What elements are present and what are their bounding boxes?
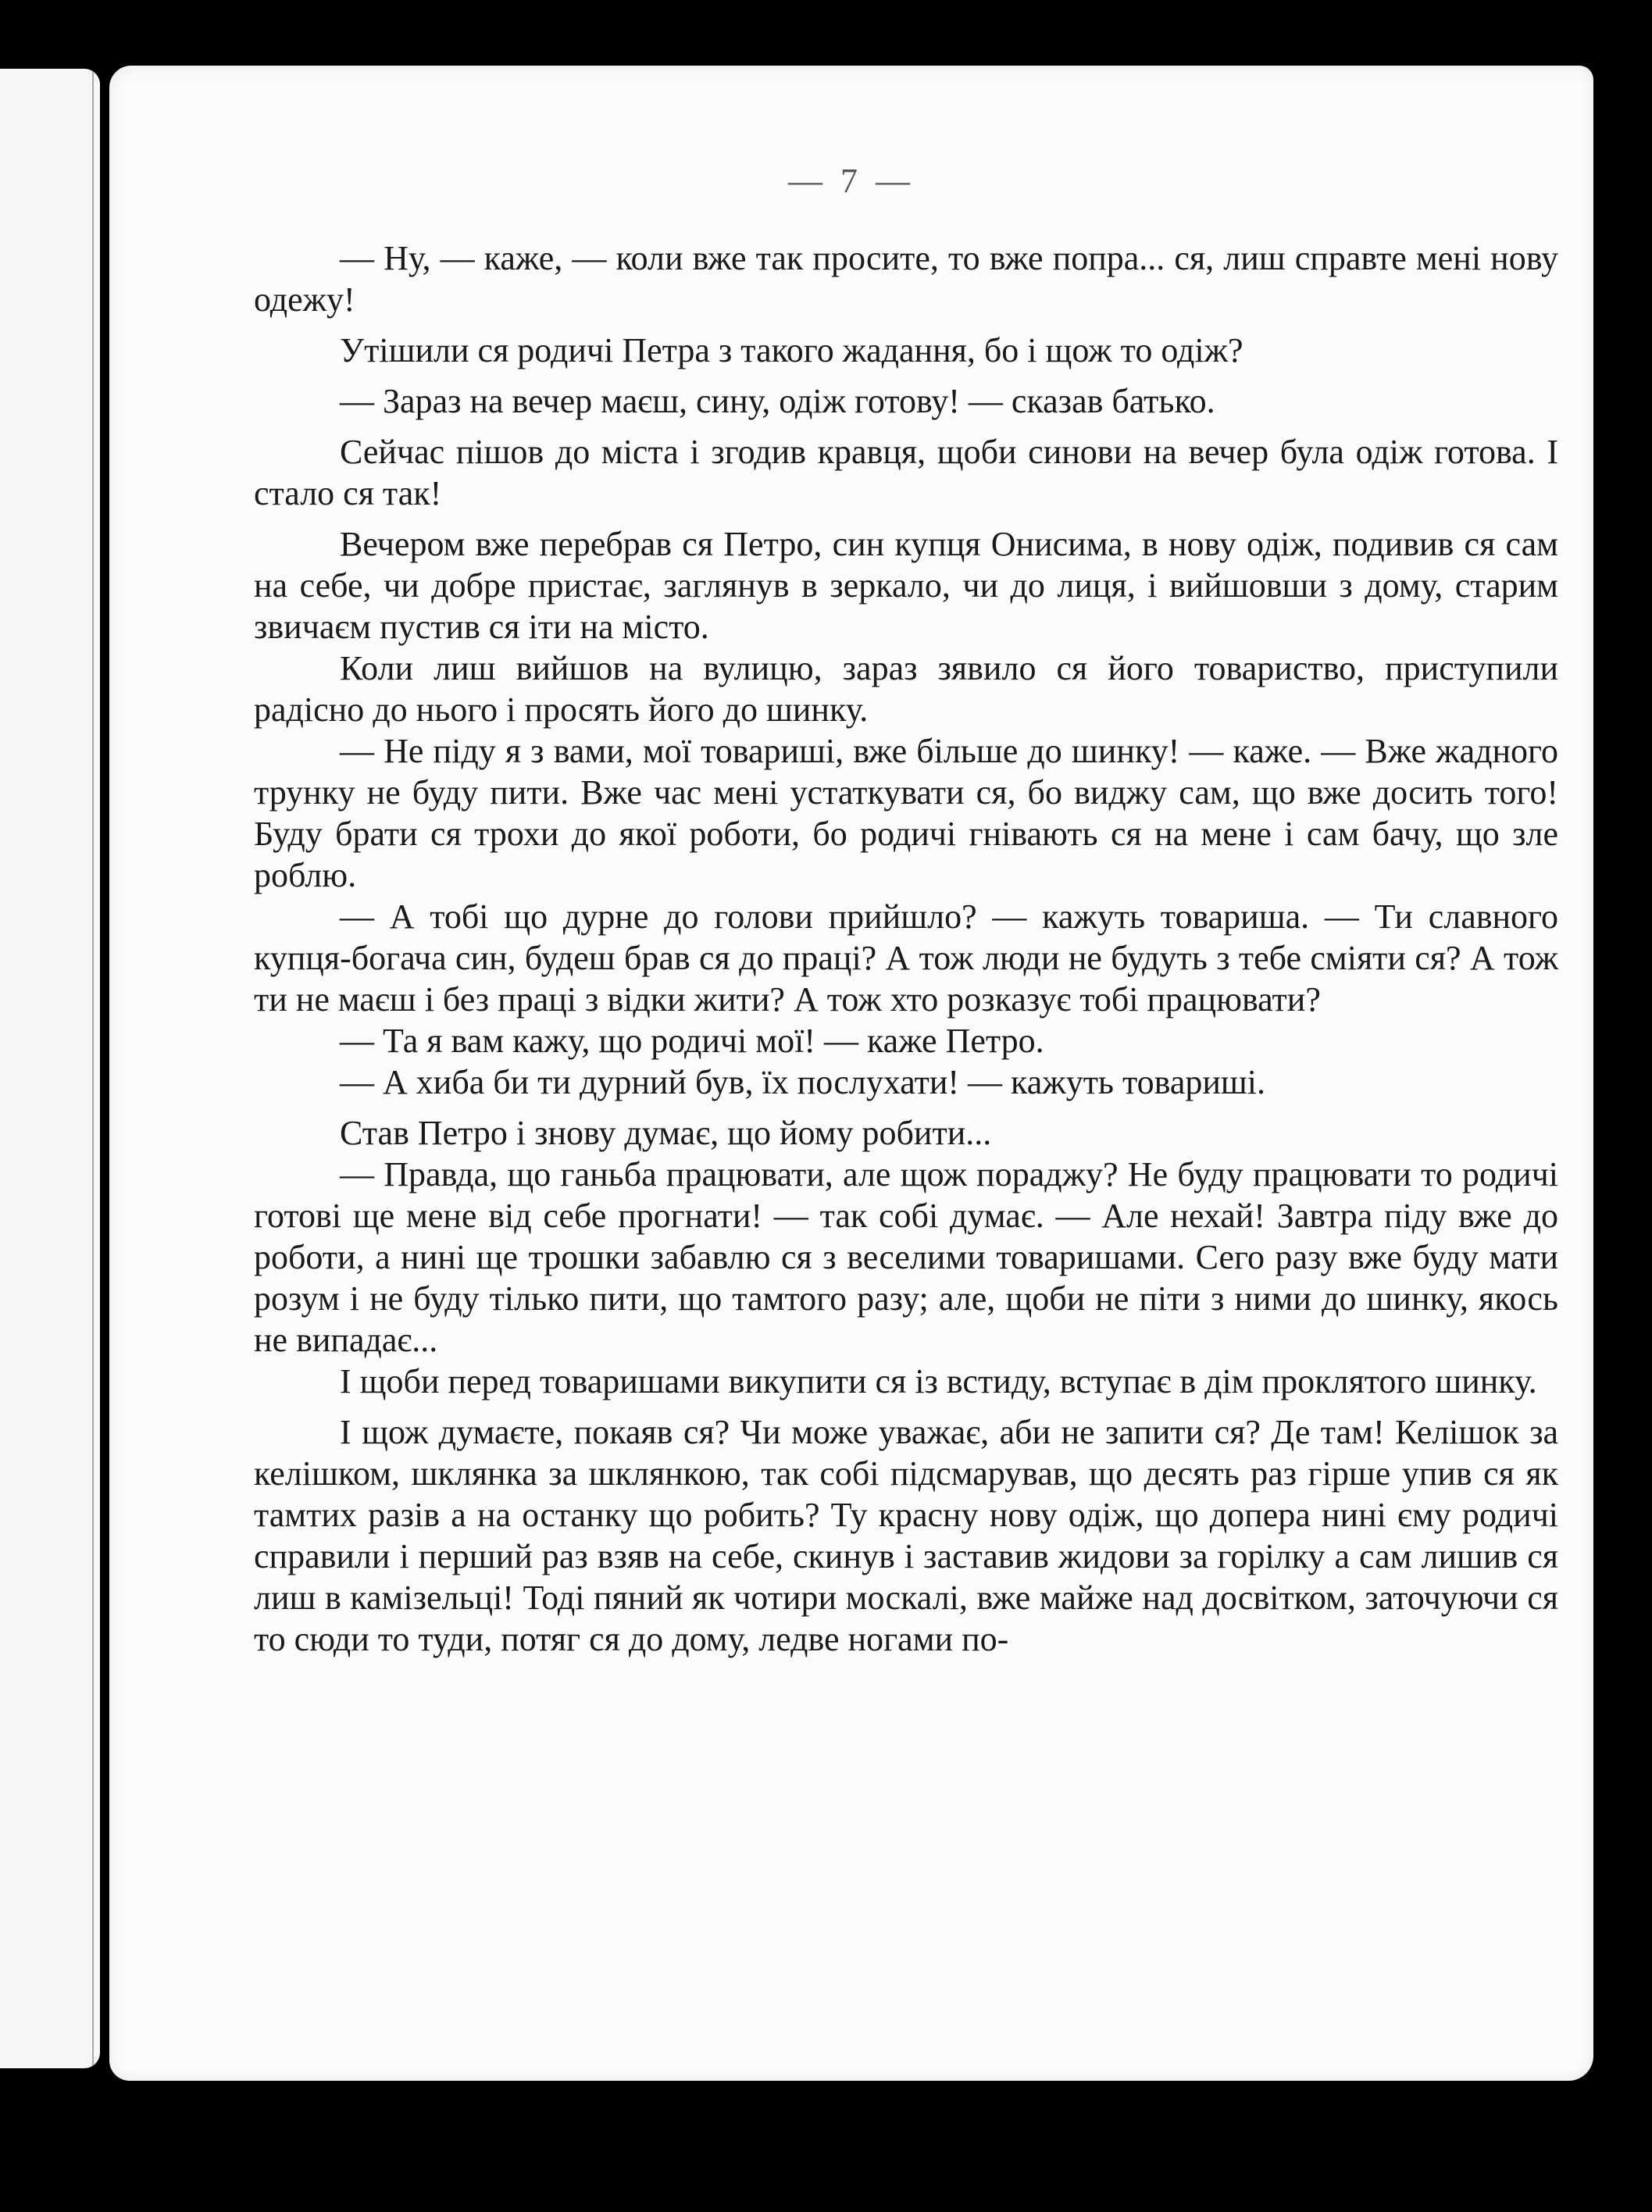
paragraph: Вечером вже перебрав ся Петро, син купця Онисима, в нову одіж, подивив ся сам на себе, чи добре пристає, заглянув в зеркало, чи до лиця, і вийшовши з дому, старим звичаєм пустив ся іти на місто. xyxy=(254,525,1558,646)
paragraph: — Ну, — каже, — коли вже так просите, то вже попра... ся, лиш справте мені нову одежу! xyxy=(254,239,1558,319)
paragraph: — Та я вам кажу, що родичі мої! — каже Петро. xyxy=(340,1022,1044,1060)
paragraph: — Зараз на вечер маєш, сину, одіж готову! — сказав батько. xyxy=(340,382,1215,420)
paragraph: — А хиба би ти дурний був, їх послухати! — кажуть товариші. xyxy=(340,1063,1266,1101)
paragraph: І щож думаєте, покаяв ся? Чи може уважає, аби не запити ся? Де там! Келішок за келішком, шклянка за шклянкою, так собі підсмарував, що десять раз гірше упив ся як тамтих разів а на останку що робить? Ту красну нову одіж, що допера нині єму родичі справили і перший раз взяв на себе, скинув і заставив жидови за горілку а сам лишив ся лиш в камізельці! Тоді пяний як чотири москалі, вже майже над досвітком, заточуючи ся то сюди то туди, потяг ся до дому, ледве ногами по- xyxy=(254,1413,1558,1658)
paragraph: Став Петро і знову думає, що йому робити... xyxy=(340,1114,992,1152)
page-text xyxy=(254,237,1558,1669)
paragraph: — Не піду я з вами, мої товариші, вже більше до шинку! — каже. — Вже жадного трунку не буду пити. Вже час мені устаткувати ся, бо виджу сам, що вже досить того! Буду брати ся трохи до якої роботи, бо родичі гнівають ся на мене і сам бачу, що зле роблю. xyxy=(254,732,1558,894)
paragraph: Сейчас пішов до міста і згодив кравця, щоби синови на вечер була одіж готова. І стало ся так! xyxy=(254,433,1558,512)
adjacent-page-edge xyxy=(0,69,100,2068)
book-page xyxy=(109,66,1593,2081)
paragraph: — А тобі що дурне до голови прийшло? — кажуть товариша. — Ти славного купця-богача син, будеш брав ся до праці? А тож люди не будуть з тебе сміяти ся? А тож ти не маєш і без праці з відки жити? А тож хто розказує тобі працювати? xyxy=(254,897,1558,1019)
page-number: — 7 — xyxy=(788,162,915,200)
paragraph: Утішили ся родичі Петра з такого жадання, бо і щож то одіж? xyxy=(340,331,1243,369)
paragraph: — Правда, що ганьба працювати, але щож пораджу? Не буду працювати то родичі готові ще мене від себе прогнати! — так собі думає. — Але нехай! Завтра піду вже до роботи, а нині ще трошки забавлю ся з веселими товаришами. Сего разу вже буду мати розум і не буду тілько пити, що тамтого разу; але, щоби не піти з ними до шинку, якось не випадає... xyxy=(254,1155,1558,1359)
paragraph: Коли лиш вийшов на вулицю, зараз зявило ся його товариство, приступили радісно до нього і просять його до шинку. xyxy=(254,649,1558,729)
paragraph: І щоби перед товаришами викупити ся із встиду, вступає в дім проклятого шинку. xyxy=(340,1362,1537,1400)
